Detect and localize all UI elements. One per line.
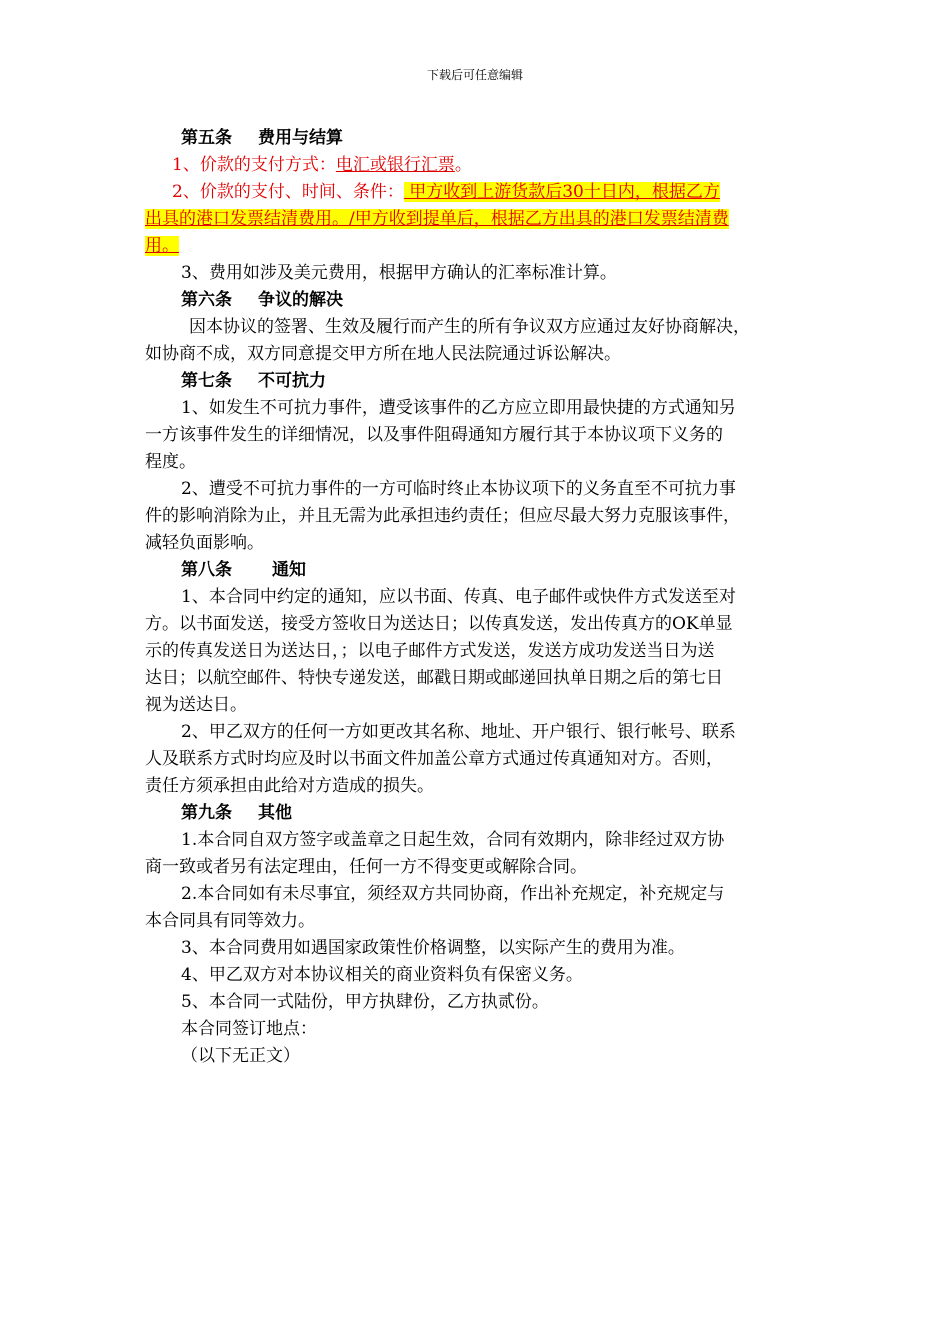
- paragraph-line: 视为送达日。: [145, 695, 247, 715]
- paragraph-line: 2、甲乙双方的任何一方如更改其名称、地址、开户银行、银行帐号、联系: [181, 722, 736, 742]
- paragraph-line: 达日；以航空邮件、特快专递发送，邮戳日期或邮递回执单日期之后的第七日: [145, 668, 723, 688]
- paragraph-line: 责任方须承担由此给对方造成的损失。: [145, 776, 434, 796]
- paragraph-line: 4、甲乙双方对本协议相关的商业资料负有保密义务。: [181, 965, 583, 985]
- article-number: 第九条: [181, 803, 232, 823]
- paragraph-line: 方。以书面发送，接受方签收日为送达日；以传真发送，发出传真方的OK单显: [145, 614, 733, 634]
- document-body: [145, 125, 808, 1070]
- article-heading: 费用与结算: [258, 128, 343, 148]
- article-9-title: [145, 800, 808, 827]
- article-7-title: [145, 368, 808, 395]
- article-heading: 争议的解决: [258, 290, 343, 310]
- paragraph-line: 人及联系方式时均应及时以书面文件加盖公章方式通过传真通知对方。否则，: [145, 749, 723, 769]
- highlighted-term: 用。: [145, 236, 179, 256]
- paragraph-line: 1、本合同中约定的通知，应以书面、传真、电子邮件或快件方式发送至对: [181, 587, 736, 607]
- article-8-title: [145, 557, 808, 584]
- paragraph-line: 因本协议的签署、生效及履行而产生的所有争议双方应通过友好协商解决，: [189, 317, 750, 337]
- article-number: 第八条: [181, 560, 232, 580]
- paragraph-line: 3、本合同费用如遇国家政策性价格调整，以实际产生的费用为准。: [181, 938, 685, 958]
- paragraph-line: 示的传真发送日为送达日，；以电子邮件方式发送，发送方成功发送当日为送: [145, 641, 715, 661]
- paragraph-line: 1、如发生不可抗力事件，遭受该事件的乙方应立即用最快捷的方式通知另: [181, 398, 736, 418]
- paragraph-line: 一方该事件发生的详细情况，以及事件阻碍通知方履行其于本协议项下义务的: [145, 425, 723, 445]
- payment-method: 电汇或银行汇票: [335, 155, 455, 175]
- paragraph-line: 减轻负面影响。: [145, 533, 264, 553]
- article-number: 第六条: [181, 290, 232, 310]
- item-label: 2、价款的支付、时间、条件：: [172, 182, 404, 202]
- article-5-item-2-line-1: [145, 179, 808, 206]
- item-suffix: 。: [454, 155, 472, 175]
- paragraph-line: 件的影响消除为止，并且无需为此承担违约责任；但应尽最大努力克服该事件，: [145, 506, 740, 526]
- paragraph-line: 2.本合同如有未尽事宜，须经双方共同协商，作出补充规定，补充规定与: [181, 884, 725, 904]
- highlighted-term: 出具的港口发票结清费用。/甲方收到提单后，根据乙方出具的港口发票结清费: [145, 209, 729, 229]
- article-5-item-2-line-3: [145, 233, 808, 260]
- paragraph-line: 程度。: [145, 452, 196, 472]
- article-number: 第七条: [181, 371, 232, 391]
- paragraph-line: 如协商不成，双方同意提交甲方所在地人民法院通过诉讼解决。: [145, 344, 621, 364]
- paragraph-line: 1.本合同自双方签字或盖章之日起生效，合同有效期内，除非经过双方协: [181, 830, 725, 850]
- end-of-text: （以下无正文）: [181, 1046, 300, 1066]
- page-header: 下载后可任意编辑: [426, 68, 523, 82]
- article-heading: 不可抗力: [258, 371, 326, 391]
- article-6-title: [145, 287, 808, 314]
- paragraph-line: 5、本合同一式陆份，甲方执肆份，乙方执贰份。: [181, 992, 549, 1012]
- article-5-title: [145, 125, 808, 152]
- paragraph-line: 2、遭受不可抗力事件的一方可临时终止本协议项下的义务直至不可抗力事: [181, 479, 736, 499]
- article-number: 第五条: [181, 128, 232, 148]
- signing-place: 本合同签订地点：: [181, 1019, 317, 1039]
- paragraph-line: 商一致或者另有法定理由，任何一方不得变更或解除合同。: [145, 857, 587, 877]
- article-heading: 其他: [258, 803, 292, 823]
- item-label: 1、价款的支付方式：: [172, 155, 336, 175]
- article-heading: 通知: [272, 560, 306, 580]
- article-5-item-2-line-2: [145, 206, 808, 233]
- paragraph-line: 本合同具有同等效力。: [145, 911, 315, 931]
- article-5-item-3: 3、费用如涉及美元费用，根据甲方确认的汇率标准计算。: [181, 263, 617, 283]
- highlighted-term: 甲方收到上游货款后30十日内，根据乙方: [403, 182, 720, 202]
- article-5-item-1: [145, 152, 808, 179]
